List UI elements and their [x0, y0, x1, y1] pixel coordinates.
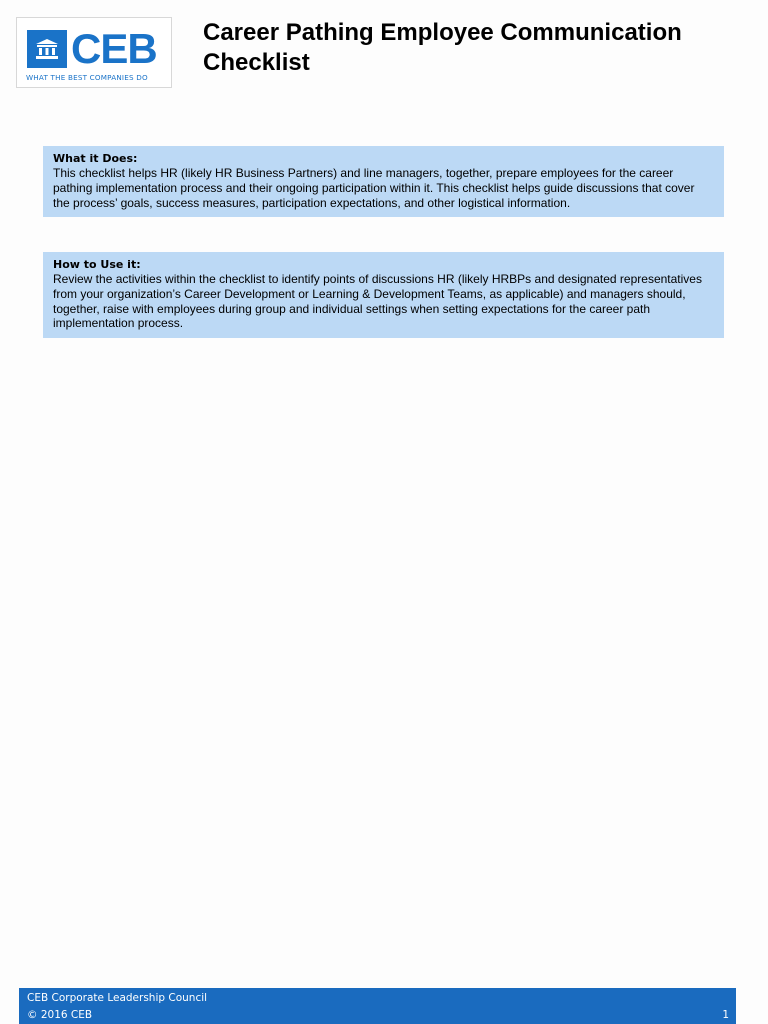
footer-organization: CEB Corporate Leadership Council — [27, 992, 208, 1004]
page-footer — [19, 988, 736, 1024]
logo-tagline: WHAT THE BEST COMPANIES DO — [26, 73, 148, 82]
how-to-use-panel — [43, 252, 724, 338]
what-it-does-panel — [43, 146, 724, 217]
ceb-logo — [16, 17, 172, 88]
logo-wordmark: CEB — [71, 25, 157, 72]
section-heading: What it Does: — [53, 152, 138, 165]
document-title: Career Pathing Employee Communication Checklist — [203, 19, 682, 76]
section-body: This checklist helps HR (likely HR Business Partners) and line managers, together, prepare employees for the career pathing implementation process and their ongoing participation within it. This checklist helps guide discussions that cover the process’ goals, success measures, participation expectations, and other logistical information. — [53, 166, 695, 210]
section-body: Review the activities within the checklist to identify points of discussions HR (likely HRBPs and designated representatives from your organization’s Career Development or Learning & Development Teams, as applicable) and managers should, together, raise with employees during group and individual settings when setting expectations for the career path implementation process. — [53, 272, 702, 331]
building-icon — [27, 30, 67, 68]
section-heading: How to Use it: — [53, 258, 141, 271]
page-number: 1 — [722, 1009, 729, 1021]
footer-copyright: © 2016 CEB — [27, 1009, 93, 1021]
